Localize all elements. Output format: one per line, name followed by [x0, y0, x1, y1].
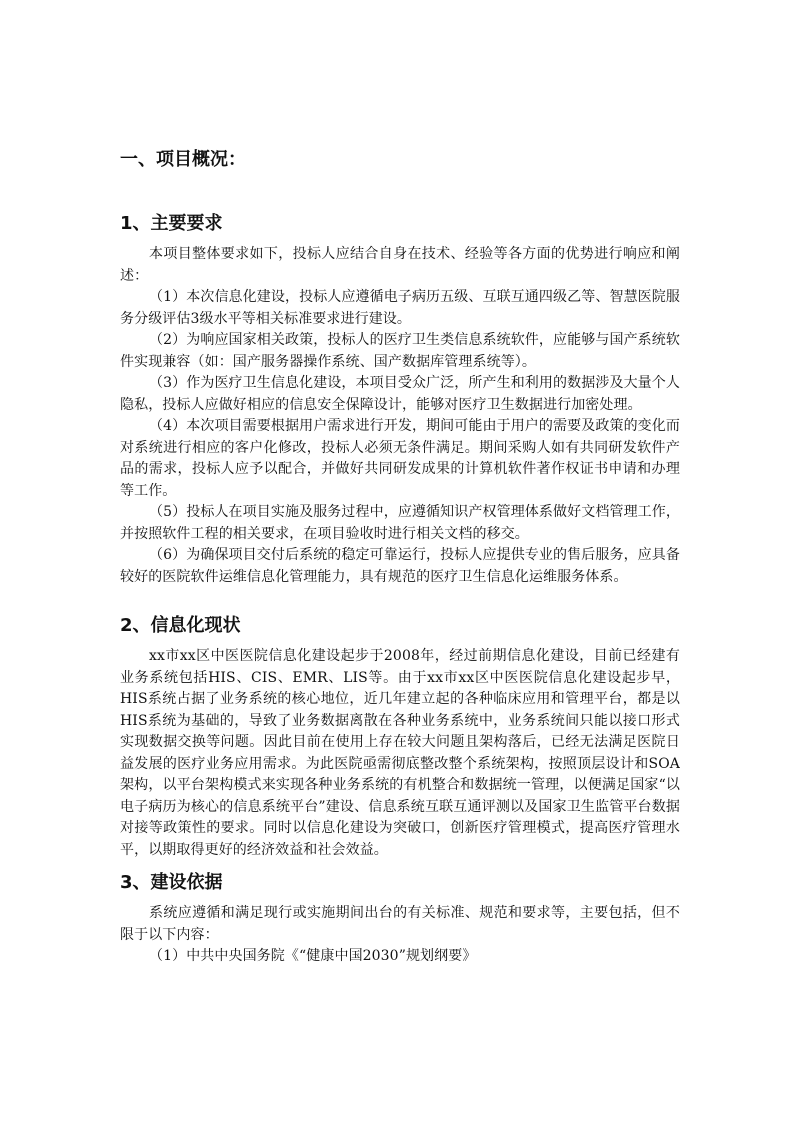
requirement-item-6: （6）为确保项目交付后系统的稳定可靠运行，投标人应提供专业的售后服务，应具备较好的医院软件运维信息化管理能力，具有规范的医疗卫生信息化运维服务体系。: [120, 547, 680, 585]
basis-item-1: （1）中共中央国务院《“健康中国2030”规划纲要》: [149, 948, 477, 964]
requirement-item-5: （5）投标人在项目实施及服务过程中，应遵循知识产权管理体系做好文档管理工作，并按照软件工程的相关要求，在项目验收时进行相关文档的移交。: [120, 504, 680, 542]
requirement-item-2: （2）为响应国家相关政策，投标人的医疗卫生类信息系统软件，应能够与国产系统软件实现兼容（如：国产服务器操作系统、国产数据库管理系统等）。: [120, 332, 680, 370]
section-title-basis: 3、建设依据: [120, 872, 223, 893]
requirements-intro: 本项目整体要求如下，投标人应结合自身在技术、经验等各方面的优势进行响应和阐述：: [120, 246, 680, 284]
requirement-item-1: （1）本次信息化建设，投标人应遵循电子病历五级、互联互通四级乙等、智慧医院服务分级评估3级水平等相关标准要求进行建设。: [120, 289, 680, 327]
current-status-paragraph: xx市xx区中医医院信息化建设起步于2008年，经过前期信息化建设，目前已经建有业务系统包括HIS、CIS、EMR、LIS等。由于xx市xx区中医医院信息化建设起步早，HIS系统占据了业务系统的核心地位，近几年建立起的各种临床应用和管理平台，都是以HIS系统为基础的，导致了业务数据离散在各种业务系统中，业务系统间只能以接口形式实现数据交换等问题。因此目前在使用上存在较大问题且架构落后，已经无法满足医院日益发展的医疗业务应用需求。为此医院亟需彻底整改整个系统架构，按照顶层设计和SOA架构，以平台架构模式来实现各种业务系统的有机整合和数据统一管理，以便满足国家“以电子病历为核心的信息系统平台”建设、信息系统互联互通评测以及国家卫生监管平台数据对接等政策性的要求。同时以信息化建设为突破口，创新医疗管理模式，提高医疗管理水平，以期取得更好的经济效益和社会效益。: [120, 648, 680, 858]
requirement-item-4: （4）本次项目需要根据用户需求进行开发，期间可能由于用户的需要及政策的变化而对系统进行相应的客户化修改，投标人必须无条件满足。期间采购人如有共同研发软件产品的需求，投标人应予以配合，并做好共同研发成果的计算机软件著作权证书申请和办理等工作。: [120, 418, 680, 499]
section-title-current-status: 2、信息化现状: [120, 615, 241, 636]
requirement-item-3: （3）作为医疗卫生信息化建设，本项目受众广泛，所产生和利用的数据涉及大量个人隐私，投标人应做好相应的信息安全保障设计，能够对医疗卫生数据进行加密处理。: [120, 375, 680, 413]
main-heading: 一、项目概况：: [120, 149, 246, 170]
section-title-requirements: 1、主要要求: [120, 213, 223, 234]
document-body: [120, 148, 680, 968]
basis-intro: 系统应遵循和满足现行或实施期间出台的有关标准、规范和要求等，主要包括，但不限于以下内容：: [120, 905, 680, 943]
